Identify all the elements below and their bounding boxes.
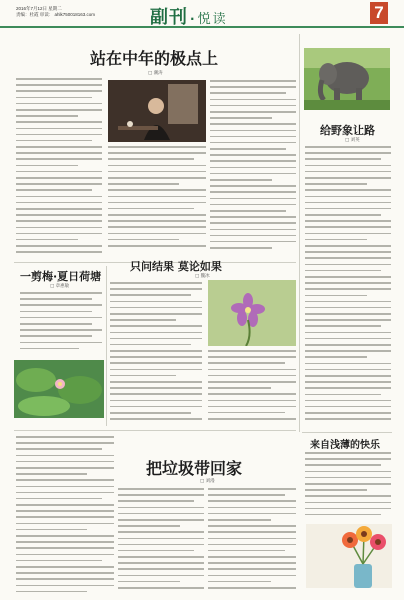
article-body-middle-age-col1 [16,78,102,258]
editor-email: ahlk750018163.com [54,12,96,17]
photo-cafe-woman [108,80,206,142]
article-title-middle-age: 站在中年的极点上 [90,49,219,68]
article-body-garbage-col2 [118,488,204,594]
photo-elephant [304,48,390,110]
issue-info [16,6,95,18]
poem-body-lotus [20,292,102,354]
section-divider-2 [14,430,296,431]
column-divider-right [299,34,300,432]
photo-purple-flower [208,280,296,346]
article-title-elephant: 给野象让路 [320,124,375,137]
article-body-happiness [305,452,391,520]
article-title-garbage: 把垃圾带回家 [146,459,243,478]
article-body-elephant [305,146,391,428]
editor-label: 责编：杜霞 审读： [16,12,54,17]
section-masthead [150,3,228,29]
article-byline-lotus: □ 章惠敏 [50,284,70,289]
article-title-results: 只问结果 莫论如果 [130,260,222,273]
dot-separator-icon: · [190,12,196,26]
article-byline-middle-age: □ 潮涛 [148,71,163,76]
page-number-badge: 7 [370,2,388,24]
article-body-middle-age-col3 [210,80,296,258]
article-body-results-col2 [208,350,296,426]
column-divider-lotus [106,266,107,426]
section-divider-3 [302,432,392,433]
article-byline-results: □ 魏冰 [195,274,210,279]
photo-gerbera-flowers [306,524,392,588]
masthead-section: 悦读 [197,12,228,27]
issue-date: 2016年7月12日 星期二 [16,6,62,11]
page-header [0,0,404,28]
article-body-garbage-col1 [16,436,114,594]
article-body-results-col1 [110,282,202,426]
article-title-happiness: 来自浅薄的快乐 [310,440,380,451]
photo-lotus-pond [14,360,104,418]
article-body-garbage-col3 [208,488,296,594]
article-byline-elephant: □ 刘英 [345,138,360,143]
masthead-brand: 副刊 [150,7,188,28]
article-title-lotus: 一剪梅·夏日荷塘 [20,270,102,283]
article-byline-garbage: □ 刘漫 [200,479,215,484]
article-body-middle-age-col2 [108,146,206,258]
